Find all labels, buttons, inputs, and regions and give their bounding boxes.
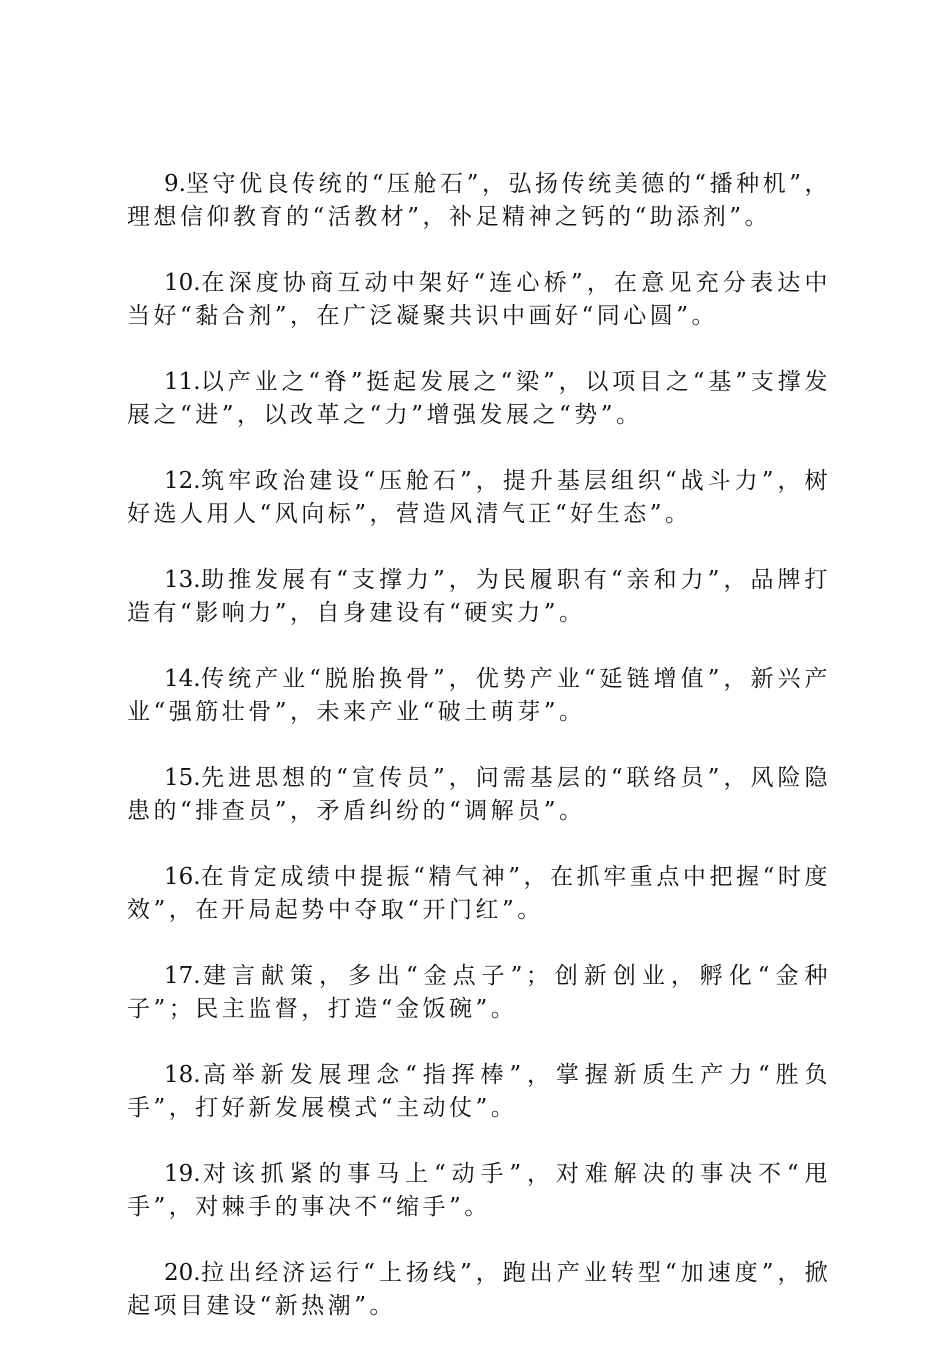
paragraph-text: 对该抓紧的事马上“动手”，对难解决的事决不“甩手”，对棘手的事决不“缩手”。	[127, 1161, 831, 1220]
paragraph-20	[127, 1257, 831, 1323]
paragraph-text: 在深度协商互动中架好“连心桥”，在意见充分表达中当好“黏合剂”，在广泛凝聚共识中画好“同心圆”。	[127, 270, 831, 329]
paragraph-10	[127, 267, 831, 333]
paragraph-9	[127, 168, 831, 234]
paragraph-text: 建言献策，多出“金点子”；创新创业，孵化“金种子”；民主监督，打造“金饭碗”。	[127, 963, 831, 1022]
paragraph-15	[127, 762, 831, 828]
paragraph-11	[127, 366, 831, 432]
paragraph-number: 14.	[164, 666, 201, 692]
paragraph-number: 9.	[164, 171, 186, 197]
paragraph-number: 19.	[164, 1161, 201, 1187]
paragraph-18	[127, 1059, 831, 1125]
paragraph-number: 20.	[164, 1260, 201, 1286]
paragraph-number: 11.	[164, 369, 201, 395]
paragraph-number: 18.	[164, 1062, 201, 1088]
document-body	[127, 168, 831, 1356]
paragraph-number: 17.	[164, 963, 201, 989]
paragraph-13	[127, 564, 831, 630]
paragraph-text: 先进思想的“宣传员”，问需基层的“联络员”，风险隐患的“排查员”，矛盾纠纷的“调解员”。	[127, 765, 831, 824]
paragraph-text: 在肯定成绩中提振“精气神”，在抓牢重点中把握“时度效”，在开局起势中夺取“开门红”。	[127, 864, 831, 923]
paragraph-12	[127, 465, 831, 531]
paragraph-text: 以产业之“脊”挺起发展之“梁”，以项目之“基”支撑发展之“进”，以改革之“力”增强发展之“势”。	[127, 369, 831, 428]
paragraph-text: 助推发展有“支撑力”，为民履职有“亲和力”，品牌打造有“影响力”，自身建设有“硬实力”。	[127, 567, 831, 626]
paragraph-14	[127, 663, 831, 729]
paragraph-text: 传统产业“脱胎换骨”，优势产业“延链增值”，新兴产业“强筋壮骨”，未来产业“破土萌芽”。	[127, 666, 831, 725]
paragraph-text: 坚守优良传统的“压舱石”，弘扬传统美德的“播种机”，理想信仰教育的“活教材”，补足精神之钙的“助添剂”。	[127, 171, 831, 230]
paragraph-19	[127, 1158, 831, 1224]
paragraph-number: 12.	[164, 468, 201, 494]
paragraph-number: 16.	[164, 864, 201, 890]
paragraph-text: 高举新发展理念“指挥棒”，掌握新质生产力“胜负手”，打好新发展模式“主动仗”。	[127, 1062, 831, 1121]
paragraph-number: 10.	[164, 270, 201, 296]
paragraph-text: 筑牢政治建设“压舱石”，提升基层组织“战斗力”，树好选人用人“风向标”，营造风清气正“好生态”。	[127, 468, 831, 527]
paragraph-16	[127, 861, 831, 927]
paragraph-17	[127, 960, 831, 1026]
paragraph-number: 13.	[164, 567, 201, 593]
paragraph-text: 拉出经济运行“上扬线”，跑出产业转型“加速度”，掀起项目建设“新热潮”。	[127, 1260, 831, 1319]
paragraph-number: 15.	[164, 765, 201, 791]
